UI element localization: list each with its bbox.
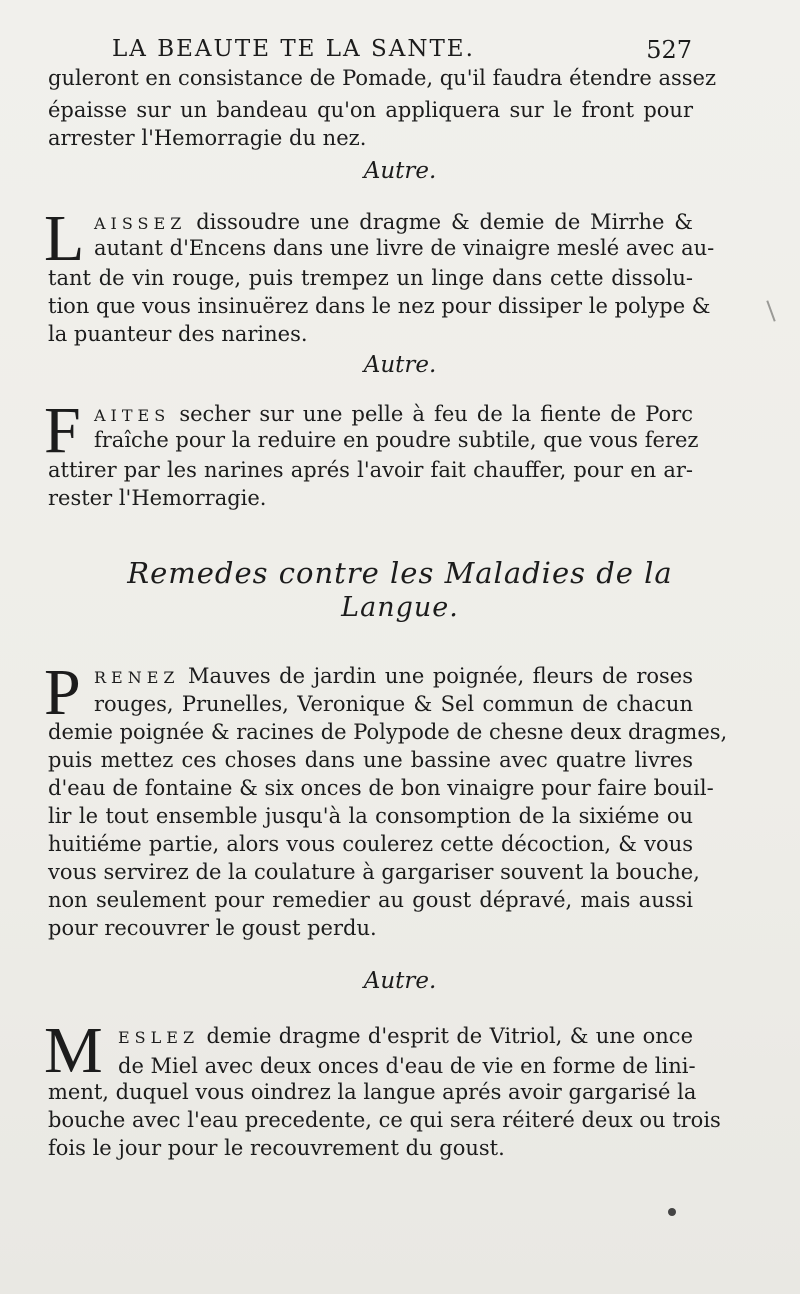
text-line: de Miel avec deux onces d'eau de vie en forme de lini- xyxy=(118,1054,696,1078)
text-line: demie poignée & racines de Polypode de chesne deux dragmes, xyxy=(48,720,728,744)
lead-word: RENEZ xyxy=(94,668,180,687)
text-line: lir le tout ensemble jusqu'à la consomption de la sixiéme ou xyxy=(48,804,693,828)
text-line: fois le jour pour le recouvrement du goust. xyxy=(48,1136,505,1160)
drop-cap: M xyxy=(44,1014,103,1087)
text-line: huitiéme partie, alors vous coulerez cette décoction, & vous xyxy=(48,832,693,856)
text-line: AITES secher sur une pelle à feu de la fiente de Porc xyxy=(94,402,693,426)
text-line: ment, duquel vous oindrez la langue aprés avoir gargarisé la xyxy=(48,1080,697,1104)
drop-cap: L xyxy=(44,202,85,275)
text-line: rester l'Hemorragie. xyxy=(48,486,267,510)
text-line: attirer par les narines aprés l'avoir fait chauffer, pour en ar- xyxy=(48,458,693,482)
drop-cap: F xyxy=(44,394,81,467)
lead-word: AITES xyxy=(94,406,171,425)
subheading: Autre. xyxy=(363,968,437,994)
text-line: arrester l'Hemorragie du nez. xyxy=(48,126,367,150)
lead-word: AISSEZ xyxy=(94,214,187,233)
text-line: bouche avec l'eau precedente, ce qui sera réiteré deux ou trois xyxy=(48,1108,721,1132)
subheading: Autre. xyxy=(363,352,437,378)
text-line: guleront en consistance de Pomade, qu'il faudra étendre assez xyxy=(48,66,717,90)
section-heading: Remedes contre les Maladies de la xyxy=(127,556,673,590)
running-title: LA BEAUTE TE LA SANTE. xyxy=(112,36,475,62)
text-line: non seulement pour remedier au goust dépravé, mais aussi xyxy=(48,888,693,912)
text-line: fraîche pour la reduire en poudre subtile, que vous ferez xyxy=(94,428,699,452)
drop-cap: P xyxy=(44,656,81,729)
text-line: tant de vin rouge, puis trempez un linge dans cette dissolu- xyxy=(48,266,693,290)
lead-word: ESLEZ xyxy=(118,1028,200,1047)
text-line: d'eau de fontaine & six onces de bon vinaigre pour faire bouil- xyxy=(48,776,714,800)
text-line: rouges, Prunelles, Veronique & Sel commun de chacun xyxy=(94,692,693,716)
text-line: RENEZ Mauves de jardin une poignée, fleurs de roses xyxy=(94,664,693,688)
ink-spot xyxy=(668,1208,676,1216)
text-line: autant d'Encens dans une livre de vinaigre meslé avec au- xyxy=(94,236,715,260)
text-line: tion que vous insinuërez dans le nez pour dissiper le polype & xyxy=(48,294,711,318)
text-line: vous servirez de la coulature à gargariser souvent la bouche, xyxy=(48,860,700,884)
page-mark xyxy=(766,300,775,321)
text-line: ESLEZ demie dragme d'esprit de Vitriol, & une once xyxy=(118,1024,693,1048)
text-line: puis mettez ces choses dans une bassine avec quatre livres xyxy=(48,748,693,772)
subheading: Autre. xyxy=(363,158,437,184)
page-number: 527 xyxy=(646,36,692,64)
text-line: la puanteur des narines. xyxy=(48,322,308,346)
text-line: AISSEZ dissoudre une dragme & demie de Mirrhe & xyxy=(94,210,693,234)
section-heading-continued: Langue. xyxy=(341,592,459,623)
text-line: épaisse sur un bandeau qu'on appliquera sur le front pour xyxy=(48,98,693,122)
text-line: pour recouvrer le goust perdu. xyxy=(48,916,377,940)
